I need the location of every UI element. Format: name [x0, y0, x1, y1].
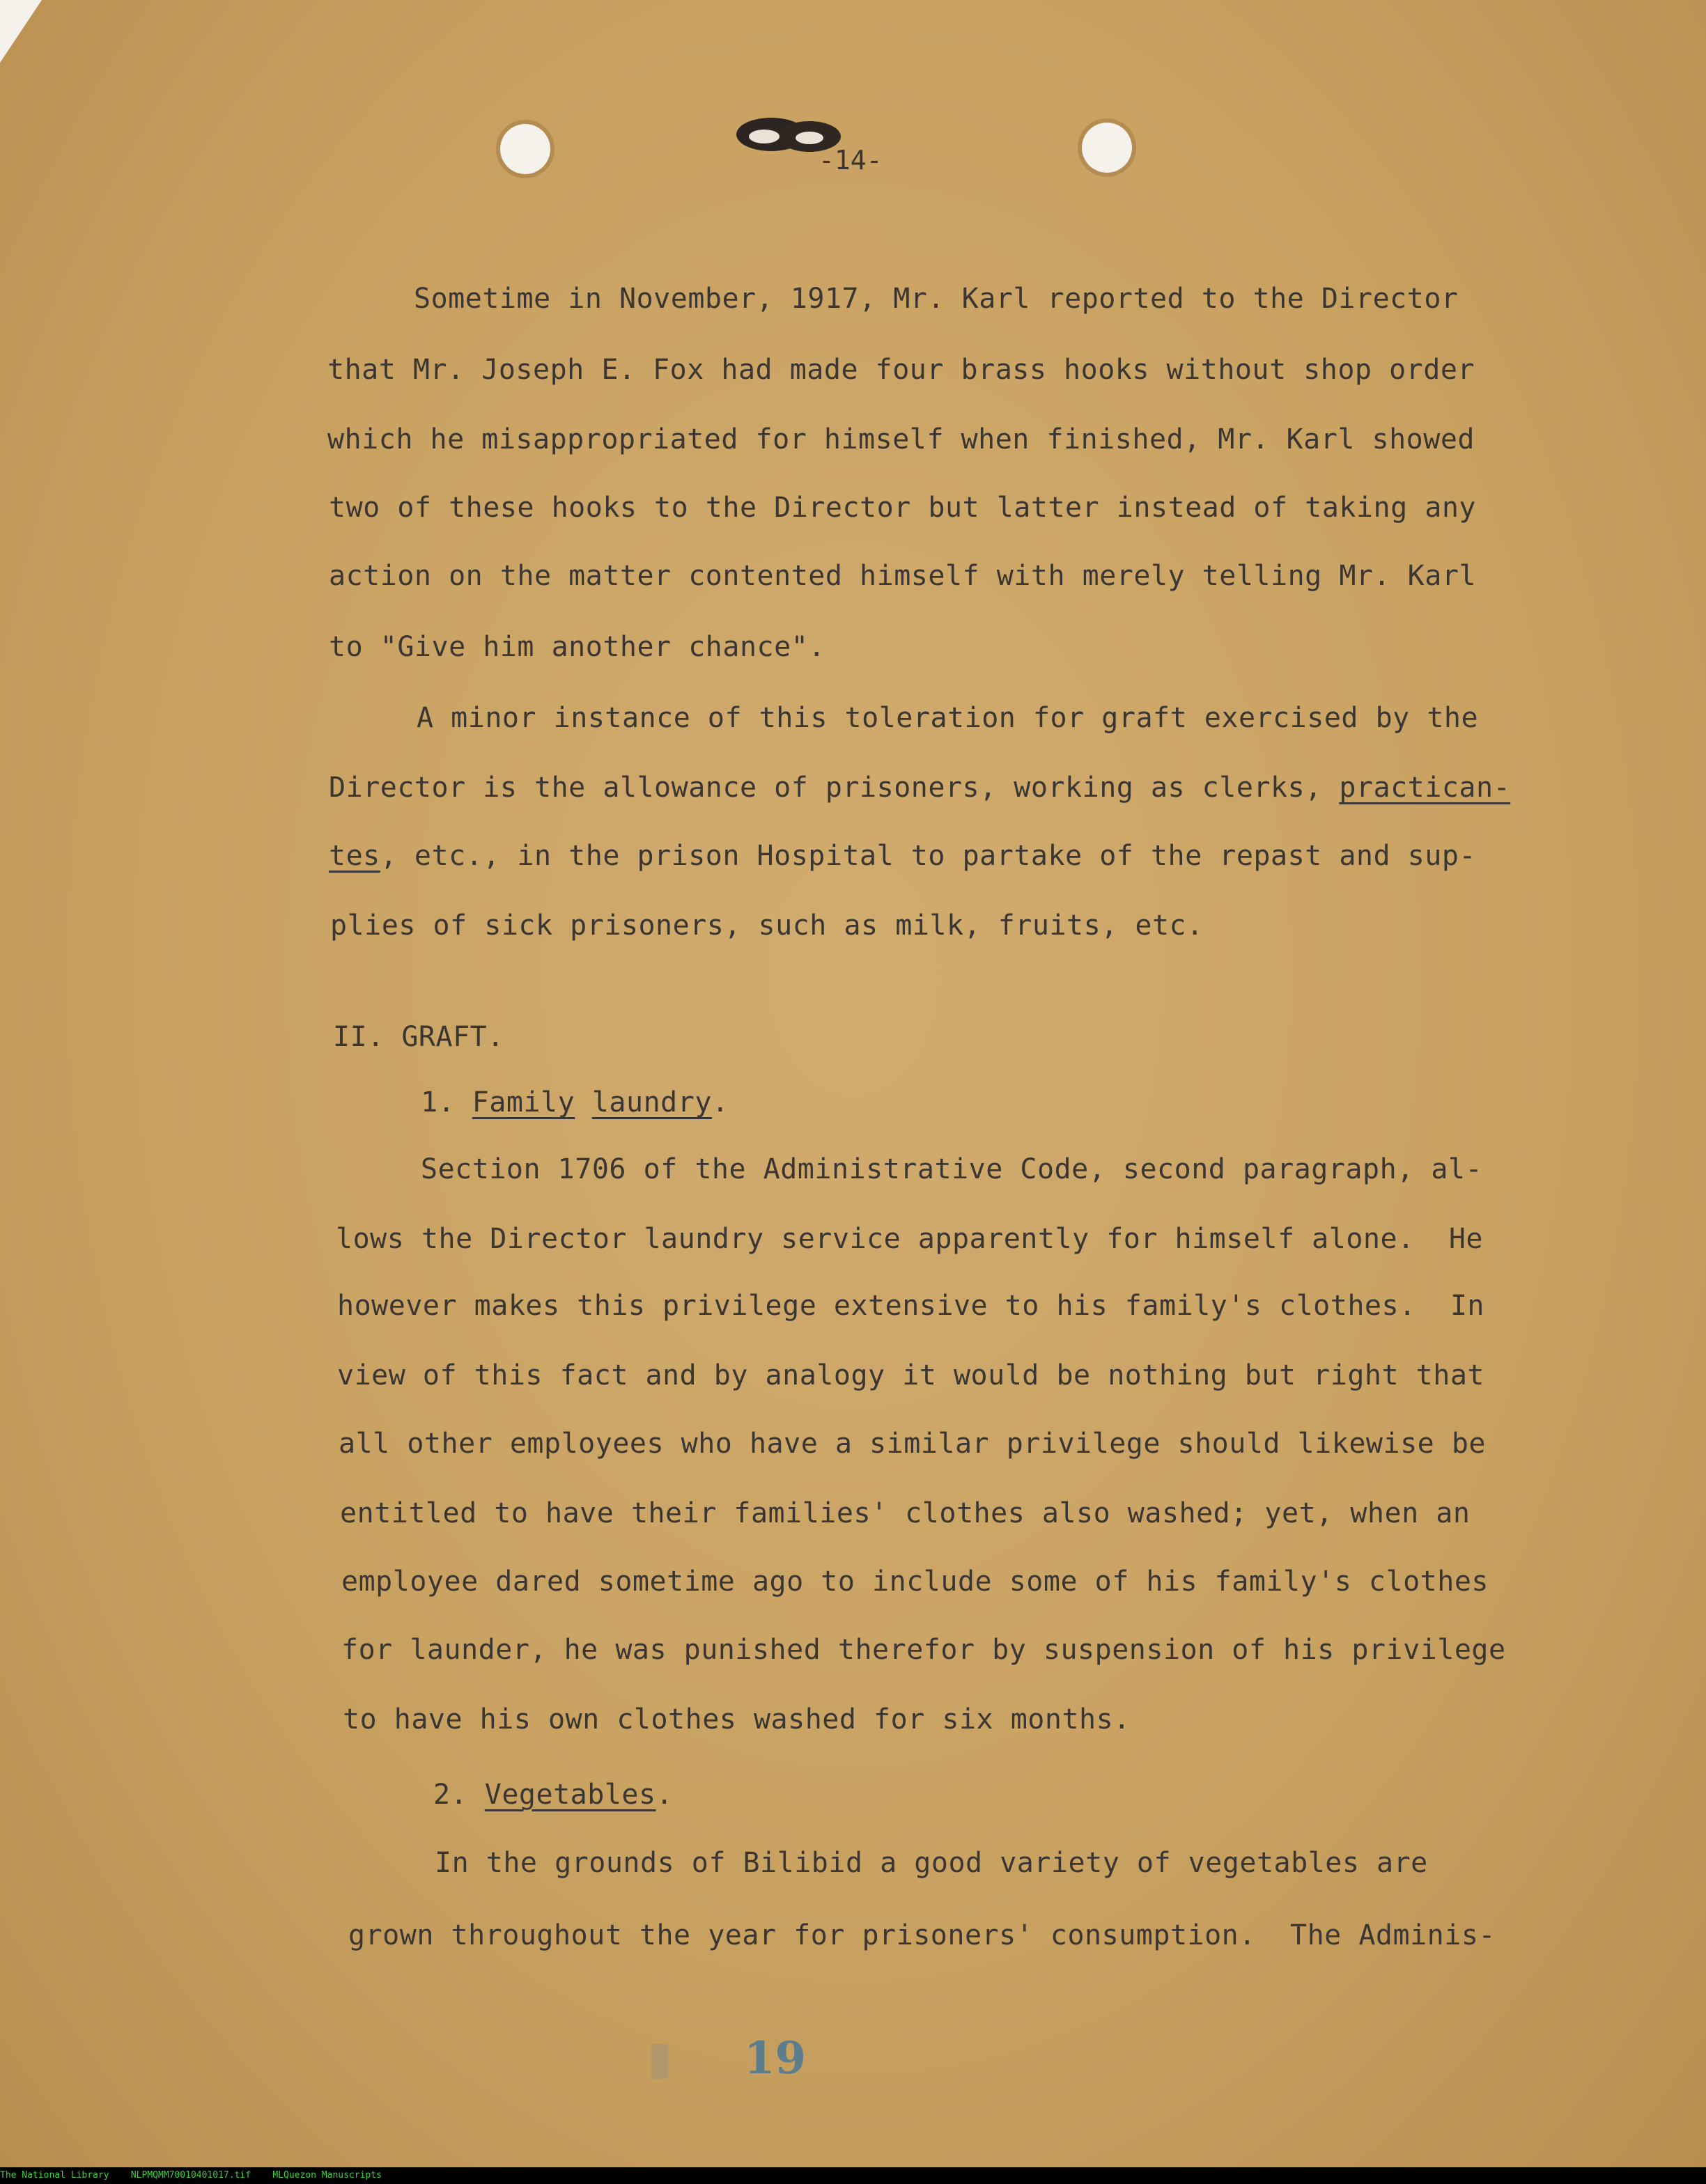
- text-line: however makes this privilege extensive to his family's clothes. In: [337, 1290, 1484, 1322]
- underlined-word: tes: [329, 840, 380, 872]
- scan-footer: [0, 2167, 1706, 2184]
- subsection-heading: [433, 1779, 673, 1811]
- footer-collection: MLQuezon Manuscripts: [272, 2170, 382, 2181]
- footer-library: The National Library: [0, 2170, 109, 2181]
- punch-hole-right: [1082, 123, 1132, 173]
- page-number: -14-: [819, 145, 883, 176]
- text-line: to "Give him another chance".: [329, 631, 825, 663]
- text-line: lows the Director laundry service apparently for himself alone. He: [336, 1223, 1483, 1255]
- text-run: 2.: [433, 1779, 485, 1811]
- text-line: entitled to have their families' clothes also washed; yet, when an: [340, 1497, 1471, 1529]
- text-line: action on the matter contented himself with merely telling Mr. Karl: [329, 560, 1476, 592]
- archive-stamp-number: 19: [744, 2032, 807, 2084]
- text-line: In the grounds of Bilibid a good variety of vegetables are: [435, 1847, 1428, 1879]
- torn-corner: [0, 0, 42, 63]
- underlined-word: Family: [472, 1086, 575, 1118]
- text-line: two of these hooks to the Director but latter instead of taking any: [329, 492, 1476, 524]
- text-run: .: [656, 1779, 674, 1811]
- text-run: , etc., in the prison Hospital to partake of the repast and sup-: [380, 840, 1476, 872]
- subsection-heading: [421, 1086, 729, 1118]
- text-line: Sometime in November, 1917, Mr. Karl reported to the Director: [414, 283, 1459, 315]
- text-line: that Mr. Joseph E. Fox had made four brass hooks without shop order: [327, 354, 1475, 386]
- text-line: A minor instance of this toleration for graft exercised by the: [417, 702, 1479, 734]
- text-line: [329, 772, 1510, 804]
- section-heading: II. GRAFT.: [333, 1021, 504, 1053]
- text-run: .: [711, 1086, 729, 1118]
- footer-file: NLPMQMM70010401017.tif: [130, 2170, 251, 2181]
- text-line: which he misappropriated for himself when finished, Mr. Karl showed: [327, 423, 1475, 455]
- text-line: plies of sick prisoners, such as milk, fruits, etc.: [330, 910, 1204, 942]
- text-line: all other employees who have a similar privilege should likewise be: [339, 1428, 1486, 1460]
- text-line: view of this fact and by analogy it would be nothing but right that: [337, 1359, 1484, 1391]
- text-line: grown throughout the year for prisoners' consumption. The Adminis-: [348, 1919, 1496, 1951]
- text-line: [329, 840, 1476, 872]
- text-run: Director is the allowance of prisoners, working as clerks,: [329, 772, 1340, 804]
- text-line: Section 1706 of the Administrative Code, second paragraph, al-: [421, 1153, 1483, 1185]
- punch-hole-left: [500, 124, 550, 174]
- text-line: employee dared sometime ago to include some of his family's clothes: [341, 1566, 1489, 1598]
- text-run: 1.: [421, 1086, 472, 1118]
- text-line: for launder, he was punished therefor by suspension of his privilege: [341, 1634, 1506, 1666]
- underlined-word: practican-: [1339, 772, 1511, 804]
- underlined-word: laundry: [591, 1086, 712, 1118]
- underlined-word: Vegetables: [484, 1779, 656, 1811]
- faint-stamp-mark: [651, 2044, 668, 2079]
- text-line: to have his own clothes washed for six months.: [343, 1703, 1131, 1736]
